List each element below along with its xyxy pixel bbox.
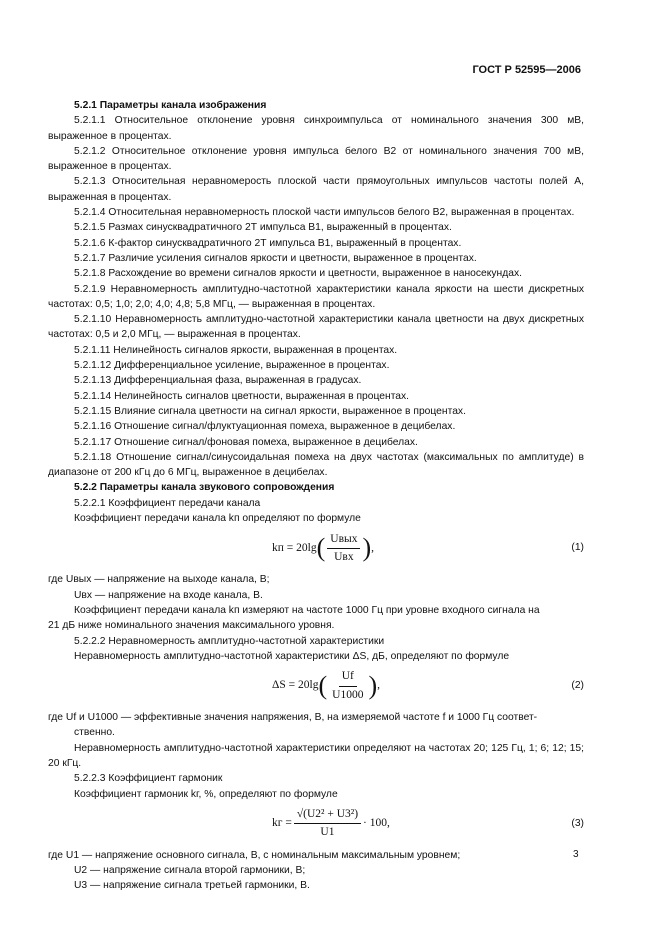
formula-1-number: (1) (571, 542, 584, 554)
formula-1-where-2: Uвх — напряжение на входе канала, В. (74, 589, 263, 601)
formula-1: kп = 20lg ( $\frac{\text{Uвых}}{\text{Uвх}}$ ) , (1) (48, 530, 584, 566)
list-item: 5.2.1.14 Нелинейность сигналов цветности, выраженная в процентах. (74, 390, 410, 402)
formula-1-where-1: где Uвых — напряжение на выходе канала, В; (48, 574, 270, 586)
formula-3-tail: · 100, (363, 817, 390, 830)
formula-1-tail: , (371, 541, 375, 554)
formula-2-where-a: где Uf и U1000 — эффективные значения напряжения, В, на измеряемой частоте f и 1000 Гц соответ- (48, 712, 538, 724)
formula-2-denominator: U1000 (332, 688, 364, 701)
formula-2-note: Неравномерность амплитудно-частотной характеристики определяют на частотах 20; 125 Гц, 1; 6; 12; 15; 20 кГц. (48, 742, 584, 769)
list-item: 5.2.1.12 Дифференциальное усиление, выраженное в процентах. (74, 360, 390, 372)
formula-3-number: (3) (571, 817, 584, 829)
formula-2: ΔS = 20lg ( $\frac{Uf}{U1000}$ ) , (2) (48, 668, 584, 704)
list-item: 5.2.1.16 Отношение сигнал/флуктуационная помеха, выраженное в децибелах. (74, 421, 456, 433)
formula-3-where-2: U2 — напряжение сигнала второй гармоники, В; (74, 865, 306, 877)
subsection-5-2-2-2-title: 5.2.2.2 Неравномерность амплитудно-частотной характеристики (74, 635, 385, 647)
formula-3-lhs: kг = (272, 817, 292, 830)
subsection-5-2-2-3-title: 5.2.2.3 Коэффициент гармоник (74, 773, 223, 785)
list-item: 5.2.1.1 Относительное отклонение уровня синхроимпульса от номинального значения 300 мВ, выраженное в процентах. (48, 115, 584, 142)
formula-1-note-a: Коэффициент передачи канала kп измеряют на частоте 1000 Гц при уровне входного сигнала на (74, 604, 540, 616)
formula-2-intro: Неравномерность амплитудно-частотной характеристики ΔS, дБ, определяют по формуле (74, 650, 510, 662)
list-item: 5.2.1.8 Расхождение во времени сигналов яркости и цветности, выраженное в наносекундах. (74, 268, 522, 280)
list-item: 5.2.1.3 Относительная неравномерость плоской части прямоугольных импульсов частоты полей А, выраженная в процентах. (48, 176, 584, 203)
formula-3-where-1: где U1 — напряжение основного сигнала, В, с номинальным максимальным уровнем; (48, 849, 461, 861)
formula-1-numerator: Uвых (327, 532, 360, 549)
formula-1-note-b: 21 дБ ниже номинального значения максимального уровня. (48, 620, 335, 632)
formula-2-lhs: ΔS = 20lg (272, 679, 319, 692)
formula-3-numerator: √(U2² + U3²) (294, 807, 361, 824)
list-item: 5.2.1.7 Различие усиления сигналов яркости и цветности, выраженное в процентах. (74, 252, 477, 264)
formula-2-numerator: Uf (339, 669, 357, 686)
document-header: ГОСТ Р 52595—2006 (472, 64, 581, 76)
formula-2-where-b: ственно. (74, 727, 115, 739)
list-item: 5.2.1.15 Влияние сигнала цветности на сигнал яркости, выраженное в процентах. (74, 405, 466, 417)
list-item: 5.2.1.18 Отношение сигнал/синусоидальная помеха на двух частотах (максимальных по амплитуде) в диапазоне от 200 кГц до 6 МГц, выраженное в децибелах. (48, 451, 584, 479)
list-item: 5.2.1.6 К-фактор синусквадратичного 2Т импульса В1, выраженный в процентах. (74, 237, 462, 249)
list-item: 5.2.1.9 Неравномерность амплитудно-частотной характеристики канала яркости на шести дискретных частотах: 0,5; 1,0; 2,0; 4,0; 4,8; 5,8 МГц, — выраженная в процентах. (48, 283, 584, 310)
section-5-2-1-list (48, 113, 584, 480)
formula-1-denominator: Uвх (334, 550, 354, 563)
list-item: 5.2.1.5 Размах синусквадратичного 2Т импульса В1, выраженный в процентах. (74, 222, 452, 234)
formula-3-where-3: U3 — напряжение сигнала третьей гармоники, В. (74, 880, 310, 892)
page-content (48, 98, 584, 894)
formula-3-intro: Коэффициент гармоник kг, %, определяют по формуле (74, 788, 338, 800)
formula-2-tail: , (377, 679, 381, 692)
section-5-2-2-title: 5.2.2 Параметры канала звукового сопровождения (74, 482, 335, 494)
formula-3-denominator: U1 (320, 826, 335, 839)
list-item: 5.2.1.4 Относительная неравномерность плоской части импульсов белого В2, выраженная в процентах. (74, 207, 575, 219)
subsection-5-2-2-1-title: 5.2.2.1 Коэффициент передачи канала (74, 497, 261, 509)
section-5-2-1-title: 5.2.1 Параметры канала изображения (74, 100, 267, 111)
formula-1-intro: Коэффициент передачи канала kп определяют по формуле (74, 513, 361, 525)
list-item: 5.2.1.2 Относительное отклонение уровня импульса белого В2 от номинального значения 700 мВ, выраженное в процентах. (48, 145, 584, 173)
formula-3 (48, 806, 584, 842)
list-item: 5.2.1.11 Нелинейность сигналов яркости, выраженная в процентах. (74, 344, 398, 356)
list-item: 5.2.1.10 Неравномерность амплитудно-частотной характеристики канала цветности на двух дискретных частотах: 0,5 и 2,0 МГц, — выраженная в процентах. (48, 314, 584, 341)
formula-1-lhs: kп = 20lg (272, 541, 317, 554)
list-item: 5.2.1.17 Отношение сигнал/фоновая помеха, выраженное в децибелах. (74, 436, 418, 448)
list-item: 5.2.1.13 Дифференциальная фаза, выраженная в градусах. (74, 375, 362, 387)
formula-2-number: (2) (571, 680, 584, 692)
page-number: 3 (573, 849, 579, 860)
